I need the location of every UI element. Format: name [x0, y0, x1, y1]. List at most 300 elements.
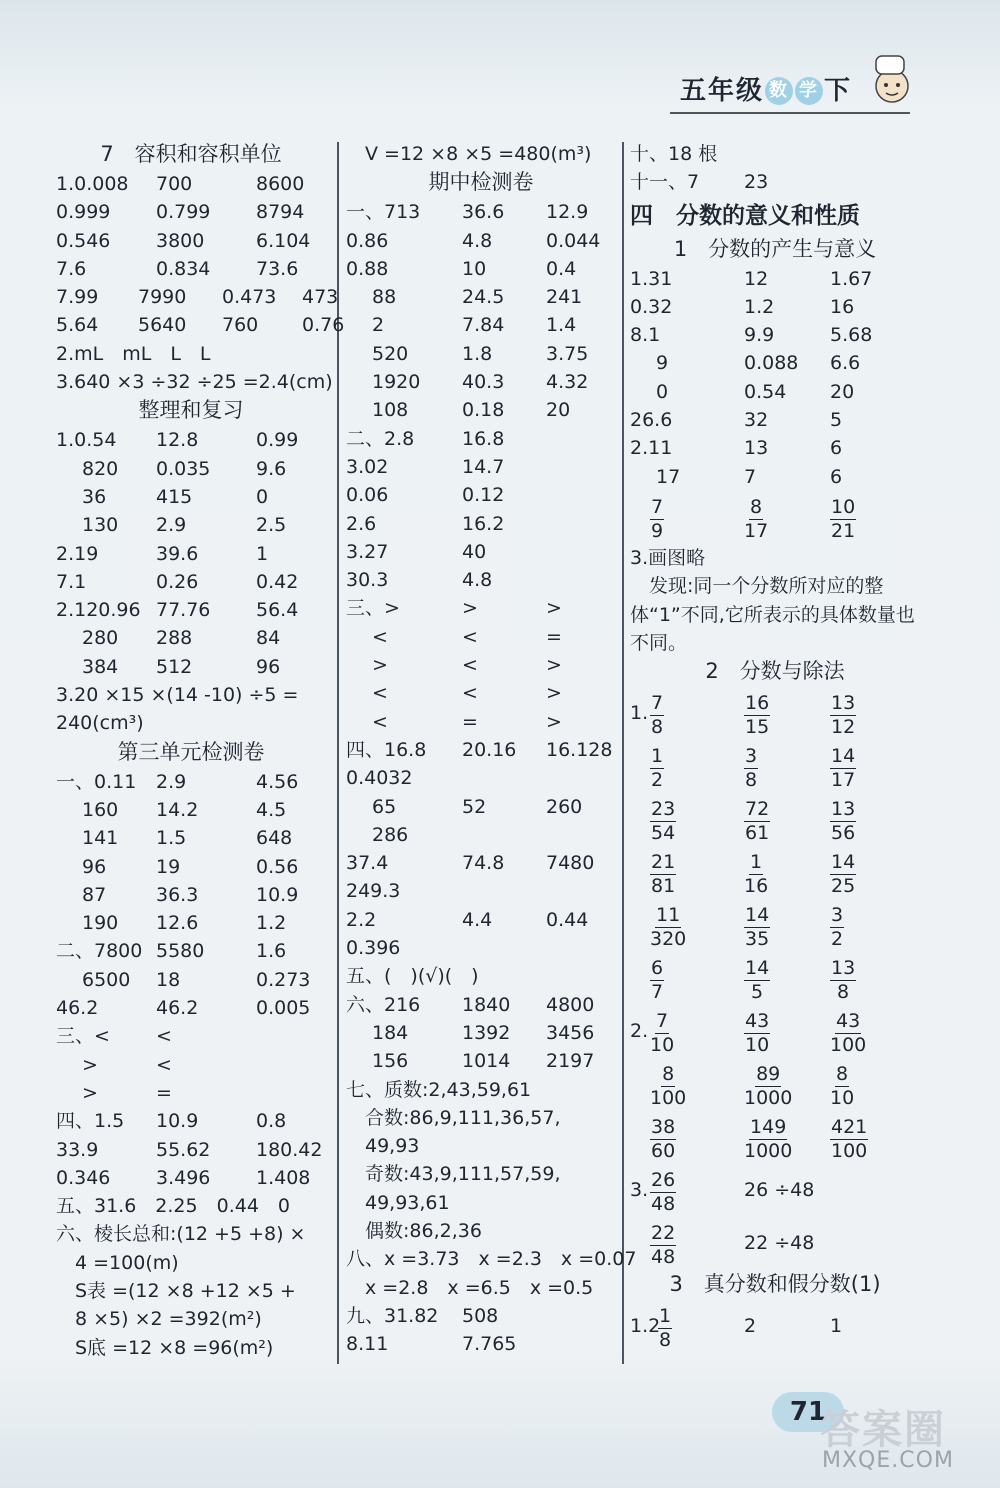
- answer-cell: 1014: [462, 1050, 511, 1073]
- denominator: 5: [751, 981, 764, 1004]
- answer-cell: 8600: [256, 173, 305, 195]
- fraction: [650, 1169, 676, 1216]
- answer-column-3: [630, 140, 920, 1353]
- answer-line: [346, 1076, 616, 1104]
- subject-badge-2: 学: [795, 77, 823, 105]
- answer-cell: 1.408: [256, 1166, 311, 1189]
- answer-cell: 3.75: [546, 342, 589, 365]
- answer-cell: 3.27: [346, 540, 389, 563]
- answer-cell: 56.4: [256, 599, 299, 622]
- answer-cell: 5: [830, 409, 843, 432]
- numerator: 1: [651, 745, 664, 768]
- answer-row: [346, 679, 616, 707]
- fraction-cell: [744, 795, 770, 845]
- answer-cell: 18: [156, 968, 181, 991]
- answer-row: [630, 349, 920, 377]
- answer-row: [630, 293, 920, 321]
- answer-cell: 760: [222, 314, 259, 337]
- answer-paragraph: 发现:同一个分数所对应的整体“1”不同,它所表示的具体数量也不同。: [630, 575, 915, 654]
- mascot-icon: [860, 50, 920, 110]
- answer-cell: 0.044: [546, 229, 601, 252]
- numerator: 11: [656, 904, 681, 927]
- answer-cell: 2.11: [630, 437, 673, 460]
- column-divider-2: [622, 142, 624, 1364]
- answer-line: [346, 1245, 637, 1273]
- title-text: 四 分数的意义和性质: [630, 202, 860, 229]
- answer-cell: 0.99: [256, 429, 299, 452]
- numerator: 7: [656, 1010, 669, 1033]
- answer-cell: 17: [656, 465, 681, 488]
- fraction-cell: [650, 848, 676, 898]
- answer-text: x =2.8 x =6.5 x =0.5: [346, 1276, 594, 1299]
- fraction-cell: [744, 954, 770, 1004]
- answer-cell: 184: [372, 1021, 409, 1044]
- answer-text: S表 =(12 ×8 +12 ×5 +: [56, 1279, 296, 1302]
- answer-cell: 288: [156, 627, 193, 650]
- answer-cell: 0.18: [462, 399, 505, 422]
- title-text: 第三单元检测卷: [117, 739, 265, 764]
- answer-cell: 2.5: [256, 514, 287, 537]
- answer-row: [346, 255, 616, 283]
- answer-row: [346, 877, 616, 905]
- numerator: 23: [651, 798, 676, 821]
- denominator: 100: [831, 1140, 868, 1163]
- answer-row: [630, 168, 920, 196]
- answer-cell: 280: [82, 627, 119, 650]
- answer-row: [346, 1019, 616, 1047]
- answer-row: [346, 1302, 616, 1330]
- answer-cell: 7990: [138, 286, 187, 309]
- fraction-row: [630, 740, 920, 793]
- answer-cell: <: [372, 682, 388, 705]
- watermark-url: MXQE.COM: [822, 1448, 954, 1473]
- answer-cell: <: [372, 710, 388, 733]
- answer-row: [346, 821, 616, 849]
- answer-row: [56, 624, 326, 652]
- fraction: [744, 1063, 792, 1110]
- answer-line: [346, 1217, 616, 1245]
- numerator: 10: [831, 495, 856, 518]
- answer-cell: 16.128: [546, 738, 613, 761]
- numerator: 14: [745, 957, 770, 980]
- fraction: [650, 1116, 676, 1163]
- answer-cell: 512: [156, 655, 193, 678]
- fraction-row: [630, 687, 920, 740]
- answer-column-1: [56, 140, 345, 1362]
- answer-cell: 33.9: [56, 1138, 99, 1161]
- answer-cell: 20: [546, 399, 571, 422]
- fraction-cell: [744, 1007, 770, 1057]
- answer-row: [630, 434, 920, 462]
- numerator: 3: [745, 745, 758, 768]
- answer-row: [346, 396, 616, 424]
- denominator: 8: [837, 981, 850, 1004]
- answer-cell: 820: [82, 457, 119, 480]
- answer-cell: <: [462, 682, 478, 705]
- section-title: [630, 1270, 920, 1300]
- fraction: [744, 745, 758, 792]
- answer-cell: 7480: [546, 852, 595, 875]
- answer-row: [56, 483, 326, 511]
- item-number: 3.: [630, 1179, 649, 1202]
- numerator: 13: [831, 692, 856, 715]
- answer-cell: 二、7800: [56, 940, 143, 963]
- numerator: 89: [756, 1063, 781, 1086]
- answer-row: [630, 378, 920, 406]
- fraction-cell: [830, 848, 856, 898]
- fraction-cell: [744, 689, 770, 739]
- fraction: [830, 1010, 866, 1057]
- answer-cell: 0.26: [156, 570, 199, 593]
- fraction: [650, 851, 676, 898]
- answer-cell: 1.5: [156, 827, 187, 850]
- answer-row: [346, 736, 616, 764]
- answer-text: 偶数:86,2,36: [346, 1219, 482, 1242]
- answer-row: [56, 1136, 326, 1164]
- answer-row: [56, 909, 326, 937]
- answer-cell: 1.8: [462, 342, 493, 365]
- answer-cell: 7: [744, 465, 757, 488]
- answer-row: [56, 170, 326, 198]
- fraction: [830, 692, 856, 739]
- numerator: 8: [750, 495, 763, 518]
- answer-line: [346, 140, 616, 168]
- answer-cell: =: [546, 625, 562, 648]
- answer-cell: 0.088: [744, 352, 799, 375]
- fraction: [650, 904, 686, 951]
- numerator: 8: [836, 1063, 849, 1086]
- denominator: 10: [650, 1034, 675, 1057]
- answer-cell: 65: [372, 795, 397, 818]
- answer-cell: 46.2: [156, 997, 199, 1020]
- subject-badge-1: 数: [765, 77, 793, 105]
- answer-cell: 16: [830, 295, 855, 318]
- answer-cell: 6500: [82, 968, 131, 991]
- answer-cell: 36.6: [462, 201, 505, 224]
- answer-cell: 55.62: [156, 1138, 211, 1161]
- answer-row: [56, 1079, 326, 1107]
- denominator: 8: [659, 1329, 672, 1352]
- answer-row: [346, 906, 616, 934]
- answer-cell: 5.68: [830, 324, 873, 347]
- answer-cell: >: [462, 597, 478, 620]
- denominator: 7: [651, 981, 664, 1004]
- answer-cell: 5.64: [56, 314, 99, 337]
- fraction: [744, 1010, 770, 1057]
- answer-cell: 4.4: [462, 908, 493, 931]
- fraction: [744, 798, 770, 845]
- fraction-cell: [650, 689, 664, 739]
- fraction-cell: [744, 848, 768, 898]
- answer-cell: 2197: [546, 1050, 595, 1073]
- denominator: 2: [651, 769, 664, 792]
- answer-cell: 14.7: [462, 455, 505, 478]
- answer-cell: 三、>: [346, 597, 400, 620]
- answer-cell: 4.8: [462, 569, 493, 592]
- answer-cell: 0.88: [346, 257, 389, 280]
- volume-label: 下: [824, 76, 853, 106]
- fraction: [744, 1116, 792, 1163]
- answer-cell: 1.2: [744, 295, 775, 318]
- answer-cell: 19: [156, 855, 181, 878]
- answer-text: 8 ×5) ×2 =392(m²): [56, 1308, 262, 1331]
- answer-cell: 4800: [546, 993, 595, 1016]
- answer-cell: 六、216: [346, 993, 421, 1016]
- answer-cell: 36.3: [156, 883, 199, 906]
- answer-text: 3.640 ×3 ÷32 ÷25 =2.4(cm): [56, 371, 333, 394]
- answer-cell: 37.4: [346, 852, 389, 875]
- fraction: [650, 496, 664, 543]
- answer-cell: 1.31: [630, 267, 673, 290]
- answer-row: [56, 311, 345, 339]
- answer-line: [56, 1249, 326, 1277]
- answer-text: 2.mL mL L L: [56, 342, 211, 365]
- denominator: 48: [651, 1193, 676, 1216]
- answer-cell: 一、0.11: [56, 770, 137, 793]
- answer-cell: 3456: [546, 1021, 595, 1044]
- answer-text: V =12 ×8 ×5 =480(m³): [346, 143, 592, 165]
- item-number: 1.2: [630, 1315, 661, 1338]
- numerator: 6: [651, 957, 664, 980]
- fraction: [830, 957, 856, 1004]
- denominator: 35: [745, 928, 770, 951]
- answer-cell: 0.76: [302, 314, 345, 337]
- answer-cell: 九、31.82: [346, 1304, 439, 1327]
- answer-text: 合数:86,9,111,36,57,: [346, 1106, 561, 1129]
- answer-cell: <: [462, 654, 478, 677]
- answer-row: [56, 426, 326, 454]
- answer-row: [346, 368, 616, 396]
- answer-cell: 12.8: [156, 429, 199, 452]
- answer-row: [346, 538, 616, 566]
- answer-cell: 36: [82, 485, 107, 508]
- denominator: 21: [831, 519, 856, 542]
- answer-row: [346, 566, 616, 594]
- fraction: [830, 1063, 854, 1110]
- answer-row: [56, 596, 326, 624]
- answer-cell: 0.12: [462, 484, 505, 507]
- numerator: 16: [745, 692, 770, 715]
- answer-cell: 130: [82, 514, 119, 537]
- answer-cell: 0: [256, 485, 269, 508]
- answer-cell: 1.2: [256, 912, 287, 935]
- answer-cell: 0.42: [256, 570, 299, 593]
- fraction-row: [630, 899, 920, 952]
- answer-text: 4 =100(m): [56, 1251, 179, 1274]
- answer-row: [56, 540, 326, 568]
- fraction: [650, 1010, 674, 1057]
- answer-row: [346, 764, 616, 792]
- answer-line: [346, 1189, 616, 1217]
- answer-line: [56, 1277, 326, 1305]
- answer-cell: 2.2: [346, 908, 377, 931]
- fraction: [830, 851, 856, 898]
- fraction: [830, 745, 856, 792]
- answer-cell: 73.6: [256, 257, 299, 280]
- answer-cell: 0.346: [56, 1166, 111, 1189]
- fraction: [650, 957, 664, 1004]
- section-title: [56, 738, 326, 768]
- answer-cell: >: [372, 654, 388, 677]
- answer-row: [56, 796, 326, 824]
- answer-line: [346, 962, 616, 990]
- answer-text: 七、质数:2,43,59,61: [346, 1078, 532, 1101]
- answer-row: [56, 1051, 326, 1079]
- section-title: [630, 657, 920, 687]
- answer-cell: 1920: [372, 371, 421, 394]
- answer-cell: 10.9: [156, 1110, 199, 1133]
- answer-text: 奇数:43,9,111,57,59,: [346, 1163, 561, 1186]
- answer-cell: >: [546, 597, 562, 620]
- answer-cell: 87: [82, 883, 107, 906]
- answer-cell: 30.3: [346, 569, 389, 592]
- answer-cell: 7.84: [462, 314, 505, 337]
- answer-text: 五、31.6 2.25 0.44 0: [56, 1195, 291, 1218]
- denominator: 100: [830, 1034, 867, 1057]
- answer-cell: 1: [256, 542, 269, 565]
- answer-row: [56, 455, 326, 483]
- answer-cell: 9: [656, 352, 669, 375]
- fraction: [830, 496, 856, 543]
- answer-cell: 141: [82, 827, 119, 850]
- answer-cell: 1.67: [830, 267, 873, 290]
- denominator: 54: [651, 822, 676, 845]
- answer-cell: 648: [256, 827, 293, 850]
- section-title: [56, 396, 326, 426]
- title-text: 期中检测卷: [428, 170, 534, 195]
- answer-row: [346, 510, 616, 538]
- fraction-cell: [650, 901, 686, 951]
- fraction-cell: [650, 742, 664, 792]
- fraction-cell: [830, 742, 856, 792]
- answer-line: [56, 1305, 326, 1333]
- answer-cell: 2.9: [156, 514, 187, 537]
- answer-cell: 108: [372, 399, 409, 422]
- answer-cell: 1.6: [256, 940, 287, 963]
- answer-cell: >: [546, 710, 562, 733]
- answer-cell: 0.56: [256, 855, 299, 878]
- answer-line: [56, 340, 326, 368]
- answer-cell: 7.1: [56, 570, 87, 593]
- answer-cell: <: [156, 1025, 172, 1048]
- title-text: 7 容积和容积单位: [100, 142, 282, 166]
- answer-cell: 32: [744, 409, 769, 432]
- answer-row: [56, 198, 326, 226]
- answer-text: 五、( )(√)( ): [346, 965, 479, 988]
- answer-line: [56, 1334, 326, 1362]
- answer-cell: 260: [546, 795, 583, 818]
- answer-cell: 0.44: [546, 908, 589, 931]
- answer-cell: 384: [82, 655, 119, 678]
- answer-cell: 2.120.96: [56, 599, 141, 622]
- answer-cell: 6: [830, 465, 843, 488]
- answer-row: [346, 849, 616, 877]
- answer-cell: 0: [656, 380, 669, 403]
- fraction: [650, 798, 676, 845]
- answer-cell: 3.02: [346, 455, 389, 478]
- answer-row: [630, 265, 920, 293]
- answer-cell: 6.104: [256, 229, 311, 252]
- fraction: [744, 851, 768, 898]
- answer-cell: 508: [462, 1304, 499, 1327]
- denominator: 1000: [744, 1140, 793, 1163]
- answer-cell: 3800: [156, 229, 205, 252]
- answer-row: [346, 1047, 616, 1075]
- section-title: [346, 168, 616, 198]
- fraction-cell: [650, 1060, 686, 1110]
- answer-cell: 0.834: [156, 257, 211, 280]
- answer-cell: 5580: [156, 940, 205, 963]
- grade-label: 五年级: [680, 76, 765, 106]
- answer-cell: 二、2.8: [346, 427, 415, 450]
- answer-cell: 26.6: [630, 409, 673, 432]
- title-text: 1 分数的产生与意义: [673, 236, 877, 261]
- section-title: [630, 197, 920, 235]
- answer-cell: 0.999: [56, 201, 111, 224]
- answer-row: [346, 453, 616, 481]
- numerator: 1: [659, 1305, 672, 1328]
- numerator: 14: [831, 745, 856, 768]
- answer-cell: 0.799: [156, 201, 211, 224]
- answer-cell: 1840: [462, 993, 511, 1016]
- answer-cell: 1.0.54: [56, 429, 117, 452]
- denominator: 8: [745, 769, 758, 792]
- answer-cell: 2: [372, 314, 385, 337]
- answer-cell: 20: [830, 380, 855, 403]
- answer-cell: >: [82, 1053, 98, 1076]
- numerator: 149: [750, 1116, 787, 1139]
- answer-row: [56, 283, 339, 311]
- denominator: 81: [651, 875, 676, 898]
- answer-cell: 46.2: [56, 997, 99, 1020]
- fraction: [744, 692, 770, 739]
- division-expression: 22 ÷48: [744, 1232, 815, 1255]
- fraction-cell: [830, 493, 856, 543]
- fraction-row: [630, 952, 920, 1005]
- fraction: [830, 798, 856, 845]
- numerator: 43: [836, 1010, 861, 1033]
- answer-cell: 8.1: [630, 324, 661, 347]
- fraction-cell: [830, 1113, 868, 1163]
- answer-cell: <: [156, 1053, 172, 1076]
- fraction-cell: [744, 1113, 792, 1163]
- denominator: 2: [831, 928, 844, 951]
- answer-text: 六、棱长总和:(12 +5 +8) ×: [56, 1223, 306, 1246]
- page-number: 71: [772, 1392, 844, 1432]
- answer-line: [56, 1220, 326, 1248]
- answer-cell: >: [82, 1081, 98, 1104]
- fraction: [830, 1116, 868, 1163]
- answer-cell: 700: [156, 173, 193, 195]
- answer-row: [56, 227, 326, 255]
- answer-cell: 77.76: [156, 599, 211, 622]
- answer-cell: 2.9: [156, 770, 187, 793]
- answer-cell: 0.54: [744, 380, 787, 403]
- fraction-cell: [830, 795, 856, 845]
- answer-row: [346, 594, 616, 622]
- fraction-row: [630, 1005, 920, 1058]
- answer-cell: 8.11: [346, 1333, 389, 1356]
- numerator: 14: [745, 904, 770, 927]
- answer-cell: 5640: [138, 314, 187, 337]
- title-text: 整理和复习: [138, 398, 244, 423]
- denominator: 16: [744, 875, 769, 898]
- answer-row: [346, 934, 616, 962]
- answer-cell: 三、<: [56, 1025, 110, 1048]
- answer-text: 3.20 ×15 ×(14 -10) ÷5 =: [56, 684, 299, 707]
- fraction-cell: [744, 742, 758, 792]
- fraction-row: [630, 1217, 920, 1270]
